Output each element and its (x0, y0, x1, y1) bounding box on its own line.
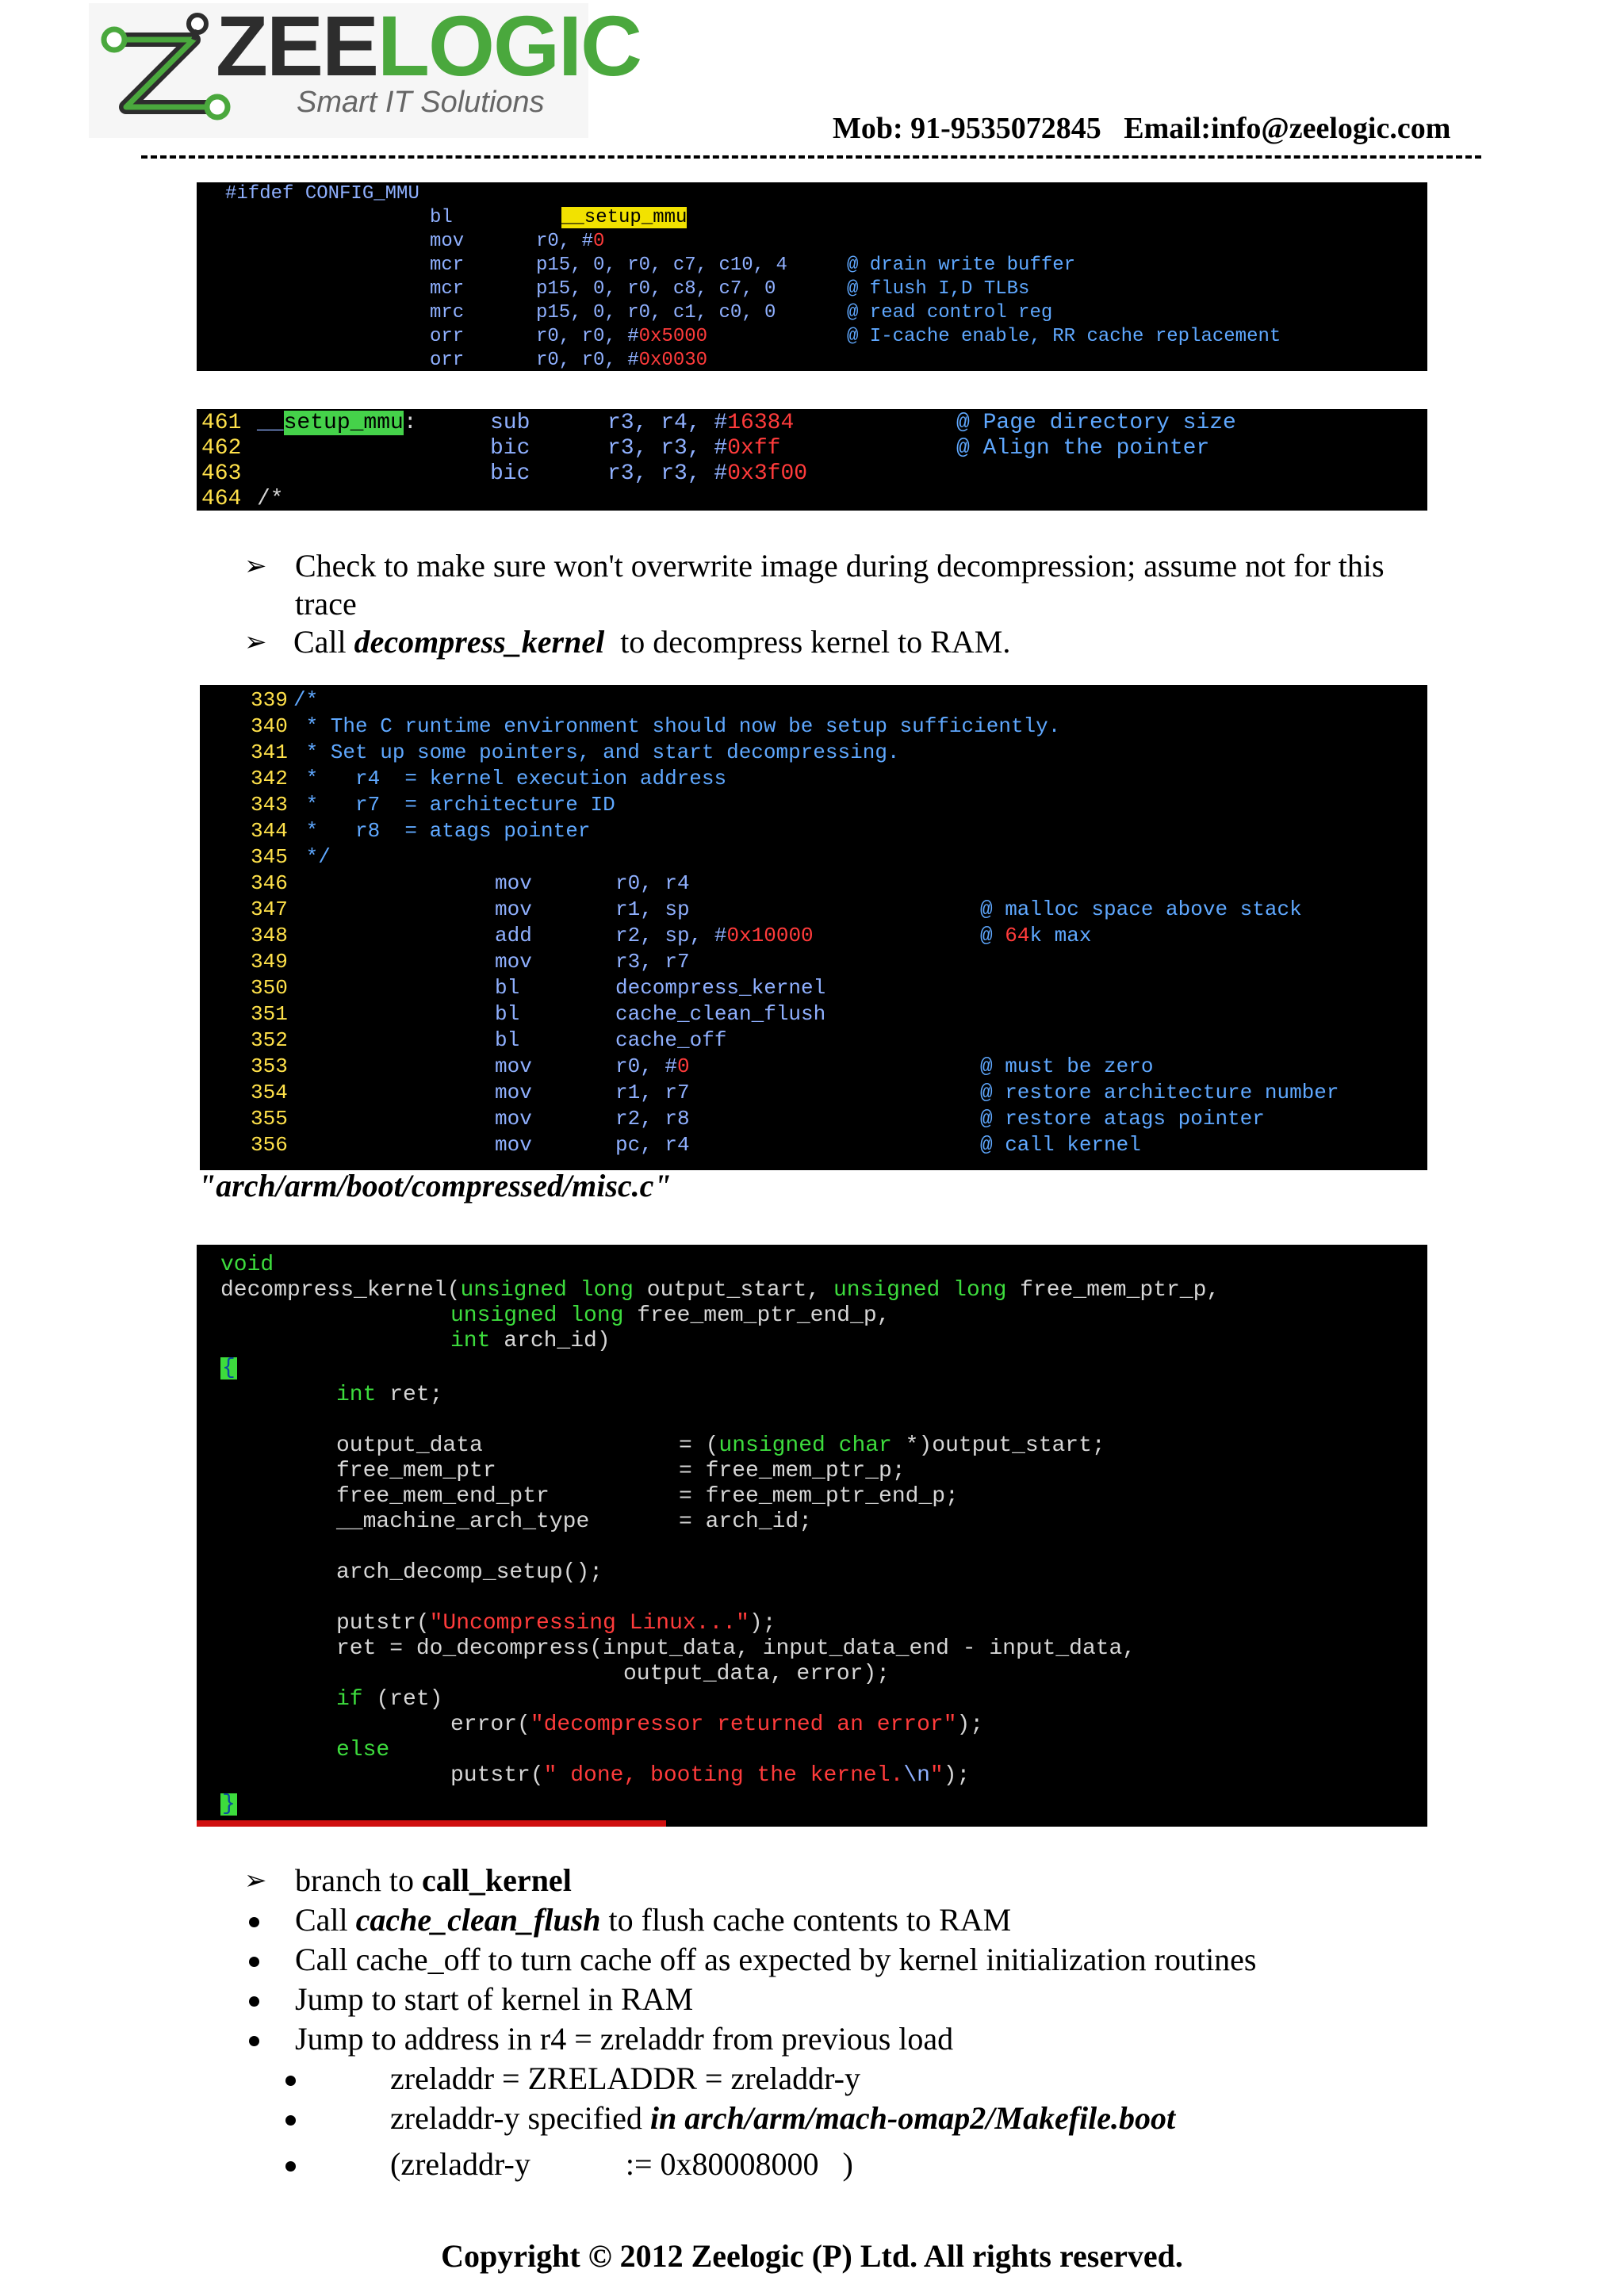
code-segment: mov (495, 1081, 532, 1104)
code-arg: r0, r4 (615, 871, 690, 895)
code-comment: * The C runtime environment should now be setup sufficiently. (293, 714, 1061, 738)
code-label: __setup_mmu: (257, 411, 417, 435)
bullet-dot-icon (285, 2115, 296, 2126)
code-comment: * Set up some pointers, and start decompressing. (293, 740, 900, 764)
code-op: bic (490, 436, 530, 461)
code-comment: * r7 = architecture ID (293, 793, 615, 817)
line-number: 354 (251, 1081, 288, 1104)
line-number: 352 (251, 1028, 288, 1052)
code-segment: bl (495, 1002, 520, 1026)
line-number: 342 (251, 767, 288, 790)
bullet-text: (zreladdr-y := 0x80008000 ) (390, 2146, 853, 2182)
contact-info: Mob: 91-9535072845 Email:info@zeelogic.com (833, 112, 1451, 145)
code-line: void (220, 1253, 274, 1277)
code-arg: pc, r4 (615, 1133, 690, 1157)
code-arg: r0, #0 (615, 1054, 690, 1078)
code-arg: r1, sp (615, 897, 690, 921)
bullet-dot-icon (249, 1917, 259, 1927)
code-arg: r1, r7 (615, 1081, 690, 1104)
code-segment: bl (495, 976, 520, 1000)
code-segment: mov (495, 1107, 532, 1131)
code-line: ret = do_decompress(input_data, input_data_end - input_data, (336, 1636, 1136, 1661)
code-line: = (unsigned char *)output_start; (679, 1433, 1105, 1458)
line-number: 356 (251, 1133, 288, 1157)
code-line: = free_mem_ptr_p; (679, 1459, 906, 1483)
line-number: 349 (251, 950, 288, 974)
code-segment: mov (495, 1054, 532, 1078)
code-comment: * r8 = atags pointer (293, 819, 591, 843)
line-number: 464 (201, 487, 242, 511)
code-line: = arch_id; (679, 1510, 813, 1534)
code-segment: mov (495, 1133, 532, 1157)
file-caption: "arch/arm/boot/compressed/misc.c" (198, 1168, 672, 1203)
code-segment: add (495, 924, 532, 947)
logo-wordmark (216, 0, 642, 94)
footer-copyright: Copyright © 2012 Zeelogic (P) Ltd. All rights reserved. (441, 2238, 1183, 2274)
code-arg: cache_off (615, 1028, 727, 1052)
cursor-brace: } (222, 1792, 236, 1816)
line-number: 340 (251, 714, 288, 738)
bullet-dot-icon (249, 2036, 259, 2046)
code-segment: mov (495, 871, 532, 895)
code-comment: @ Page directory size (956, 411, 1236, 435)
logo-circuit-icon (98, 8, 233, 135)
code-comment: */ (293, 845, 331, 869)
code-block-setup-mmu-def (197, 409, 1427, 511)
code-line: arch_decomp_setup(); (336, 1560, 603, 1585)
bullet-text: Call cache_off to turn cache off as expected by kernel initialization routines (295, 1942, 1257, 1977)
code-segment: mov (495, 950, 532, 974)
code-line: mov (430, 231, 465, 252)
code-comment: @ malloc space above stack (980, 897, 1302, 921)
code-line: bl (430, 207, 453, 228)
line-number: 463 (201, 461, 242, 486)
code-comment: @ Align the pointer (956, 436, 1210, 461)
code-arg: r3, r3, #0xff (607, 436, 781, 461)
line-number: 339 (251, 688, 288, 712)
code-line: orr (430, 350, 465, 371)
code-arg: decompress_kernel (615, 976, 826, 1000)
code-line: r0, r0, #0x5000 (536, 326, 708, 347)
code-block-misc-c (197, 1245, 1427, 1827)
line-number: 346 (251, 871, 288, 895)
line-number: 461 (201, 411, 242, 435)
code-line: decompress_kernel(unsigned long output_start, unsigned long free_mem_ptr_p, (220, 1278, 1220, 1303)
code-line: r0, r0, #0x0030 (536, 350, 708, 371)
header-divider (141, 155, 1481, 159)
code-line: else (336, 1738, 390, 1762)
code-line: = free_mem_ptr_end_p; (679, 1484, 959, 1509)
logo-word-part-2: LOGIC (377, 0, 642, 94)
code-arg: r2, r8 (615, 1107, 690, 1131)
line-number: 345 (251, 845, 288, 869)
cursor-brace: { (222, 1356, 236, 1380)
code-op: bic (490, 461, 530, 486)
code-line: __setup_mmu (561, 207, 688, 228)
code-line: putstr(" done, booting the kernel.\n"); (450, 1763, 971, 1788)
bullet-text: zreladdr = ZRELADDR = zreladdr-y (390, 2061, 860, 2096)
code-line: p15, 0, r0, c7, c10, 4 (536, 254, 787, 276)
line-number: 462 (201, 436, 242, 461)
code-arg: r2, sp, #0x10000 (615, 924, 814, 947)
code-line: output_data (336, 1433, 483, 1458)
code-line: int arch_id) (450, 1329, 611, 1353)
logo-word-part-1: ZEE (216, 0, 378, 94)
line-number: 341 (251, 740, 288, 764)
code-op: sub (490, 411, 530, 435)
code-arg: r3, r7 (615, 950, 690, 974)
code-line: __machine_arch_type (336, 1510, 590, 1534)
bullet-dot-icon (249, 1957, 259, 1967)
code-comment: @ must be zero (980, 1054, 1154, 1078)
line-number: 353 (251, 1054, 288, 1078)
code-line: r0, #0 (536, 231, 605, 252)
bullet-text: Jump to start of kernel in RAM (295, 1981, 694, 2017)
code-arg: r3, r3, #0x3f00 (607, 461, 808, 486)
line-number: 344 (251, 819, 288, 843)
code-comment: * r4 = kernel execution address (293, 767, 727, 790)
code-comment: @ flush I,D TLBs (847, 278, 1030, 300)
code-line: #ifdef CONFIG_MMU (225, 183, 419, 205)
code-line: free_mem_end_ptr (336, 1484, 550, 1509)
code-comment: @ read control reg (847, 302, 1053, 323)
code-line: error("decompressor returned an error"); (450, 1712, 984, 1737)
code-block-head-s (200, 685, 1427, 1170)
code-comment: @ call kernel (980, 1133, 1141, 1157)
line-number: 350 (251, 976, 288, 1000)
status-bar-fragment (197, 1820, 666, 1827)
code-line: p15, 0, r0, c1, c0, 0 (536, 302, 776, 323)
line-number: 351 (251, 1002, 288, 1026)
arrow-bullet-icon: ➢ (244, 626, 267, 658)
code-segment: mov (495, 897, 532, 921)
code-comment: @ drain write buffer (847, 254, 1076, 276)
code-line: mcr (430, 278, 465, 300)
code-line: free_mem_ptr (336, 1459, 496, 1483)
code-line: unsigned long free_mem_ptr_end_p, (450, 1303, 891, 1328)
code-line: output_data, error); (623, 1662, 891, 1686)
code-comment: @ restore architecture number (980, 1081, 1339, 1104)
bullet-text: Check to make sure won't overwrite image during decompression; assume not for this (295, 548, 1385, 584)
bullet-dot-icon (285, 2161, 296, 2172)
bullet-text: trace (295, 586, 357, 622)
code-arg: cache_clean_flush (615, 1002, 826, 1026)
line-number: 348 (251, 924, 288, 947)
code-line: p15, 0, r0, c8, c7, 0 (536, 278, 776, 300)
code-line: if (ret) (336, 1687, 443, 1712)
line-number: 355 (251, 1107, 288, 1131)
arrow-bullet-icon: ➢ (244, 550, 267, 582)
code-comment: @ I-cache enable, RR cache replacement (847, 326, 1281, 347)
code-line: mrc (430, 302, 465, 323)
code-arg: r3, r4, #16384 (607, 411, 795, 435)
code-segment: bl (495, 1028, 520, 1052)
code-line: /* (257, 487, 284, 511)
code-line: putstr("Uncompressing Linux..."); (336, 1611, 776, 1636)
bullet-text: Call decompress_kernel to decompress kernel to RAM. (293, 624, 1011, 660)
bullet-dot-icon (285, 2076, 296, 2086)
code-comment: @ restore atags pointer (980, 1107, 1265, 1131)
code-block-setup-mmu-call (197, 182, 1427, 371)
arrow-bullet-icon: ➢ (244, 1865, 267, 1896)
bullet-text: Jump to address in r4 = zreladdr from previous load (295, 2021, 954, 2057)
bullet-text: Call cache_clean_flush to flush cache contents to RAM (295, 1902, 1012, 1938)
line-number: 343 (251, 793, 288, 817)
code-comment: @ 64k max (980, 924, 1092, 947)
code-line: orr (430, 326, 465, 347)
line-number: 347 (251, 897, 288, 921)
bullet-dot-icon (249, 1996, 259, 2007)
code-comment: /* (293, 688, 319, 712)
bullet-text: zreladdr-y specified in arch/arm/mach-omap2/Makefile.boot (390, 2100, 1176, 2136)
code-line: int ret; (336, 1383, 443, 1407)
code-line: mcr (430, 254, 465, 276)
bullet-text: branch to call_kernel (295, 1862, 572, 1898)
logo-tagline: Smart IT Solutions (297, 86, 545, 119)
